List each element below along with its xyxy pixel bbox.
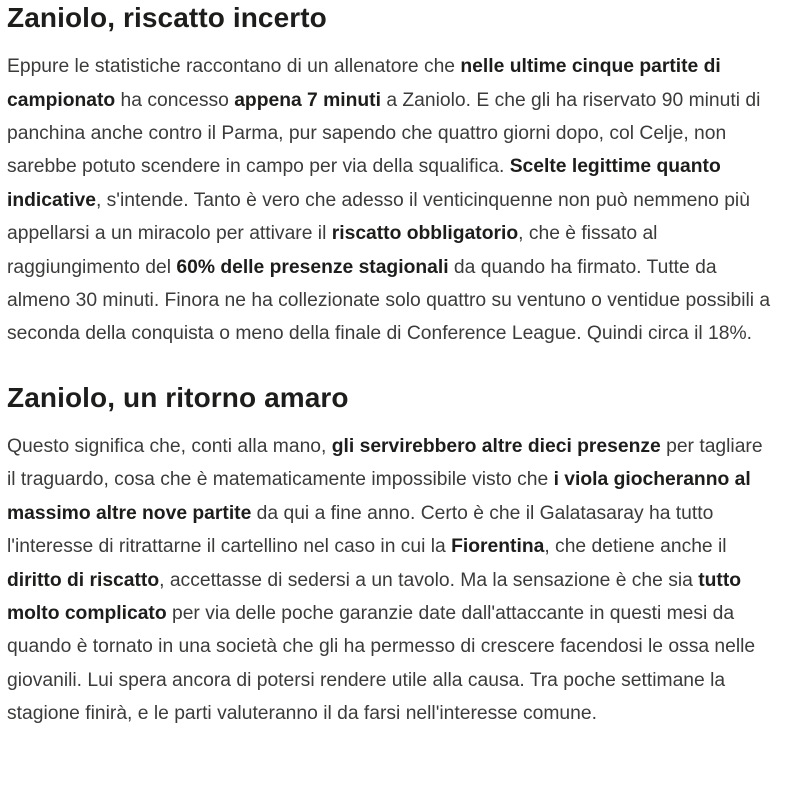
section-paragraph-riscatto-incerto xyxy=(7,50,774,351)
bold-phrase: appena 7 minuti xyxy=(234,89,381,111)
text-run: , s'intende. Tanto è vero che adesso il venticinquenne non può nemmeno più appellarsi a un miracolo per attivare il xyxy=(7,189,750,245)
bold-phrase: 60% delle presenze stagionali xyxy=(176,256,449,278)
bold-phrase: tutto molto complicato xyxy=(7,569,742,625)
text-run: da qui a fine anno. Certo è che il Galatasaray ha tutto l'interesse di ritrattarne il cartellino nel caso in cui la xyxy=(7,502,714,558)
text-run: ha concesso xyxy=(115,89,235,111)
text-run: Questo significa che, conti alla mano, xyxy=(7,436,332,458)
section-ritorno-amaro xyxy=(7,382,774,731)
section-riscatto-incerto xyxy=(7,2,774,351)
section-paragraph-ritorno-amaro xyxy=(7,430,774,731)
section-heading-riscatto-incerto: Zaniolo, riscatto incerto xyxy=(7,2,327,33)
text-run: per tagliare il traguardo, cosa che è matematicamente impossibile visto che xyxy=(7,436,763,491)
bold-phrase: Fiorentina xyxy=(451,536,545,558)
bold-phrase: i viola giocheranno al massimo altre nove partite xyxy=(7,469,751,524)
text-run: , che detiene anche il xyxy=(544,536,727,558)
section-heading-ritorno-amaro: Zaniolo, un ritorno amaro xyxy=(7,381,349,413)
text-run: da quando ha firmato. Tutte da almeno 30 minuti. Finora ne ha collezionate solo quattro su ventuno o ventidue possibili a seconda della conquista o meno della finale di Conference League. Quindi circa il 18%. xyxy=(7,256,771,345)
bold-phrase: diritto di riscatto xyxy=(7,569,160,591)
text-run: per via delle poche garanzie date dall'attaccante in questi mesi da quando è tornato in una società che gli ha permesso di crescere facendosi le ossa nelle giovanili. Lui spera ancora di potersi rendere utile alla causa. Tra poche settimane la stagione finirà, e le parti valuteranno il da farsi nell'interesse comune. xyxy=(7,603,756,725)
bold-phrase: Scelte legittime quanto indicative xyxy=(7,156,721,211)
text-run: Eppure le statistiche raccontano di un allenatore che xyxy=(7,56,461,78)
text-run: , che è fissato al raggiungimento del xyxy=(7,223,658,278)
bold-phrase: gli servirebbero altre dieci presenze xyxy=(331,436,661,458)
bold-phrase: riscatto obbligatorio xyxy=(331,223,519,245)
bold-phrase: nelle ultime cinque partite di campionato xyxy=(7,56,721,111)
text-run: , accettasse di sedersi a un tavolo. Ma la sensazione è che sia xyxy=(159,569,699,591)
text-run: a Zaniolo. E che gli ha riservato 90 minuti di panchina anche contro il Parma, pur sapendo che quattro giorni dopo, col Celje, non sarebbe potuto scendere in campo per via della squalifica. xyxy=(7,89,761,178)
